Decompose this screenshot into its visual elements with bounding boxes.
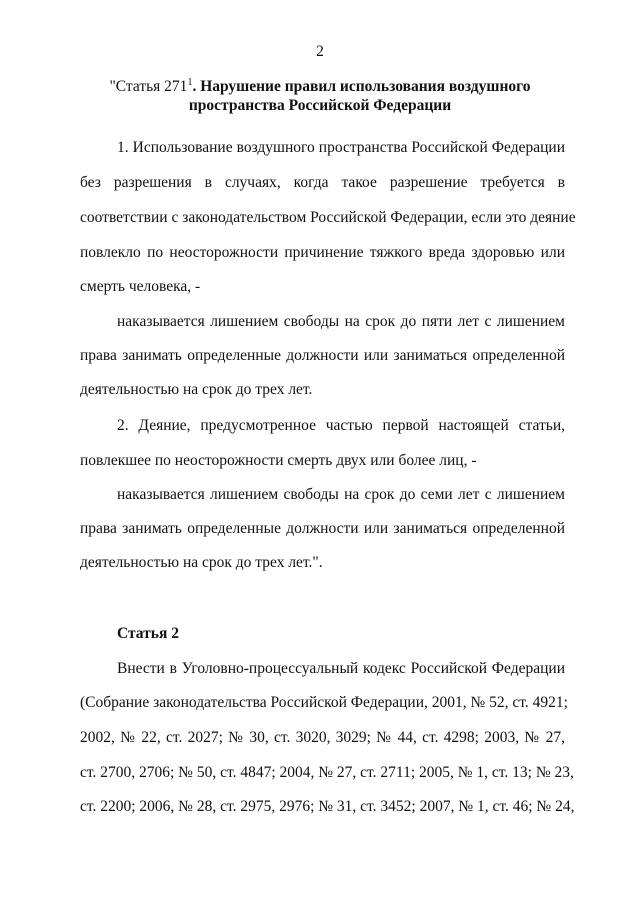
- article-2-p1-line-2: (Собрание законодательства Российской Федерации, 2001, № 52, ст. 4921;: [80, 694, 568, 711]
- article-271-heading-line-2: пространства Российской Федерации: [188, 97, 452, 114]
- article-271-p1-line-2: без разрешения в случаях, когда такое разрешение требуется в: [80, 174, 565, 191]
- article-271-p3-line-1: 2. Деяние, предусмотренное частью первой настоящей статьи,: [117, 417, 565, 434]
- article-271-p2-line-2: права занимать определенные должности или заниматься определенной: [80, 347, 565, 364]
- article-271-heading-line-1: [60, 78, 580, 96]
- article-271-p4-line-2: права занимать определенные должности или заниматься определенной: [80, 520, 565, 537]
- article-271-dot: .: [192, 78, 201, 95]
- article-2-heading: Статья 2: [117, 625, 179, 642]
- article-271-p1-line-3: соответствии с законодательством Российской Федерации, если это деяние: [80, 209, 576, 226]
- article-271-p1-line-4: повлекло по неосторожности причинение тяжкого вреда здоровью или: [80, 244, 565, 261]
- article-271-p1-line-1: 1. Использование воздушного пространства Российской Федерации: [117, 139, 565, 156]
- article-271-p2-line-3: деятельностью на срок до трех лет.: [80, 381, 313, 398]
- article-271-superscript: 1: [187, 76, 193, 88]
- article-2-p1-line-5: ст. 2200; 2006, № 28, ст. 2975, 2976; № 31, ст. 3452; 2007, № 1, ст. 46; № 24,: [80, 798, 575, 815]
- article-271-p1-line-5: смерть человека, -: [80, 278, 201, 295]
- article-271-p2-line-1: наказывается лишением свободы на срок до пяти лет с лишением: [117, 313, 565, 330]
- article-2-p1-line-1: Внести в Уголовно-процессуальный кодекс Российской Федерации: [117, 660, 565, 677]
- page-number: 2: [316, 43, 324, 60]
- article-271-title-part-1: Нарушение правил использования воздушного: [200, 78, 531, 95]
- article-271-p3-line-2: повлекшее по неосторожности смерть двух или более лиц, -: [80, 452, 477, 469]
- article-2-p1-line-3: 2002, № 22, ст. 2027; № 30, ст. 3020, 3029; № 44, ст. 4298; 2003, № 27,: [80, 729, 565, 746]
- article-271-p4-line-3: деятельностью на срок до трех лет.".: [80, 554, 323, 571]
- article-2-p1-line-4: ст. 2700, 2706; № 50, ст. 4847; 2004, № 27, ст. 2711; 2005, № 1, ст. 13; № 23,: [80, 764, 574, 781]
- article-271-label: "Статья 271: [109, 78, 188, 95]
- article-271-p4-line-1: наказывается лишением свободы на срок до семи лет с лишением: [117, 486, 565, 503]
